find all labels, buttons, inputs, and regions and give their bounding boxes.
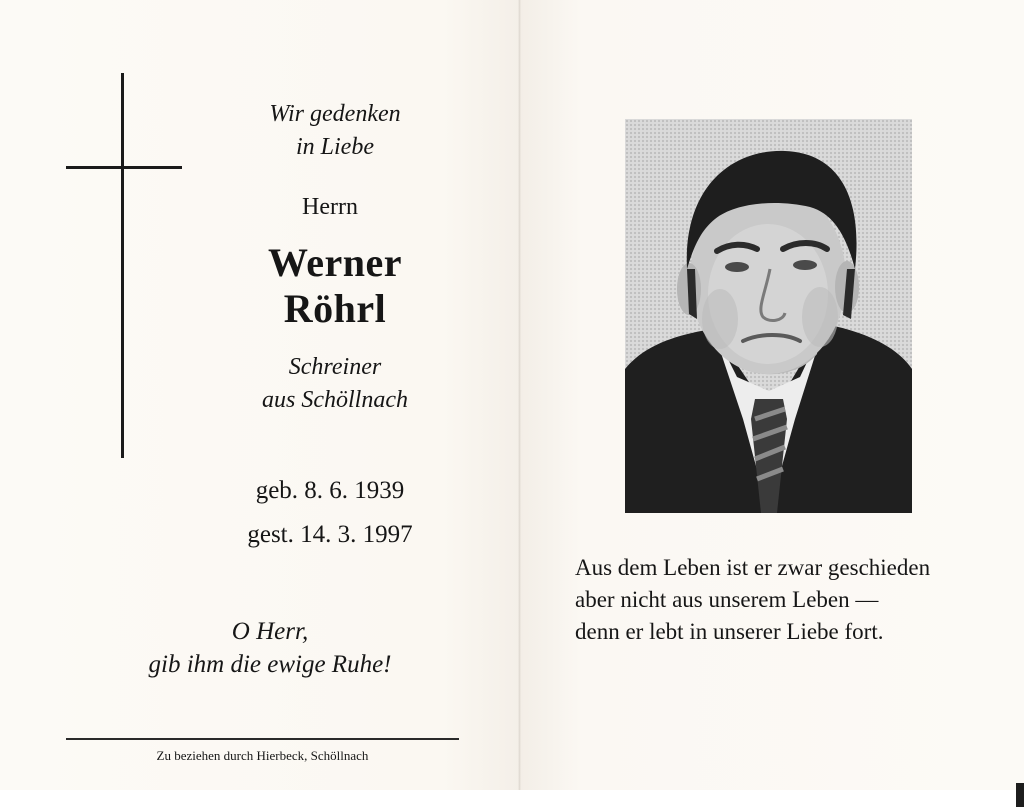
portrait-illustration <box>625 119 912 513</box>
occupation <box>200 351 470 417</box>
intro-line: in Liebe <box>296 134 374 160</box>
intro-line: Wir gedenken <box>269 101 401 127</box>
scan-bottom-margin <box>0 790 1024 807</box>
intro-text <box>200 98 470 164</box>
prayer <box>110 615 430 681</box>
occupation-line: aus Schöllnach <box>262 387 408 413</box>
deceased-name <box>200 240 470 332</box>
publisher-footer: Zu beziehen durch Hierbeck, Schöllnach <box>156 748 369 763</box>
footer-divider <box>66 738 459 740</box>
card-fold <box>518 0 521 790</box>
prayer-line: O Herr, <box>231 618 309 645</box>
verse-line: denn er lebt in unserer Liebe fort. <box>575 619 884 644</box>
death-date: gest. 14. 3. 1997 <box>247 521 413 548</box>
birth-date: geb. 8. 6. 1939 <box>255 477 405 504</box>
scan-corner-mark <box>1016 783 1024 807</box>
cross-horizontal-bar <box>66 166 182 169</box>
portrait-photo <box>625 119 912 513</box>
verse-line: aber nicht aus unserem Leben — <box>575 587 879 612</box>
verse-line: Aus dem Leben ist er zwar geschieden <box>575 555 931 580</box>
cross-vertical-bar <box>121 73 124 458</box>
prayer-line: gib ihm die ewige Ruhe! <box>148 651 392 678</box>
last-name: Röhrl <box>283 286 387 331</box>
memorial-verse <box>575 552 995 648</box>
occupation-line: Schreiner <box>288 354 382 380</box>
salutation: Herrn <box>302 194 358 220</box>
first-name: Werner <box>267 240 403 285</box>
